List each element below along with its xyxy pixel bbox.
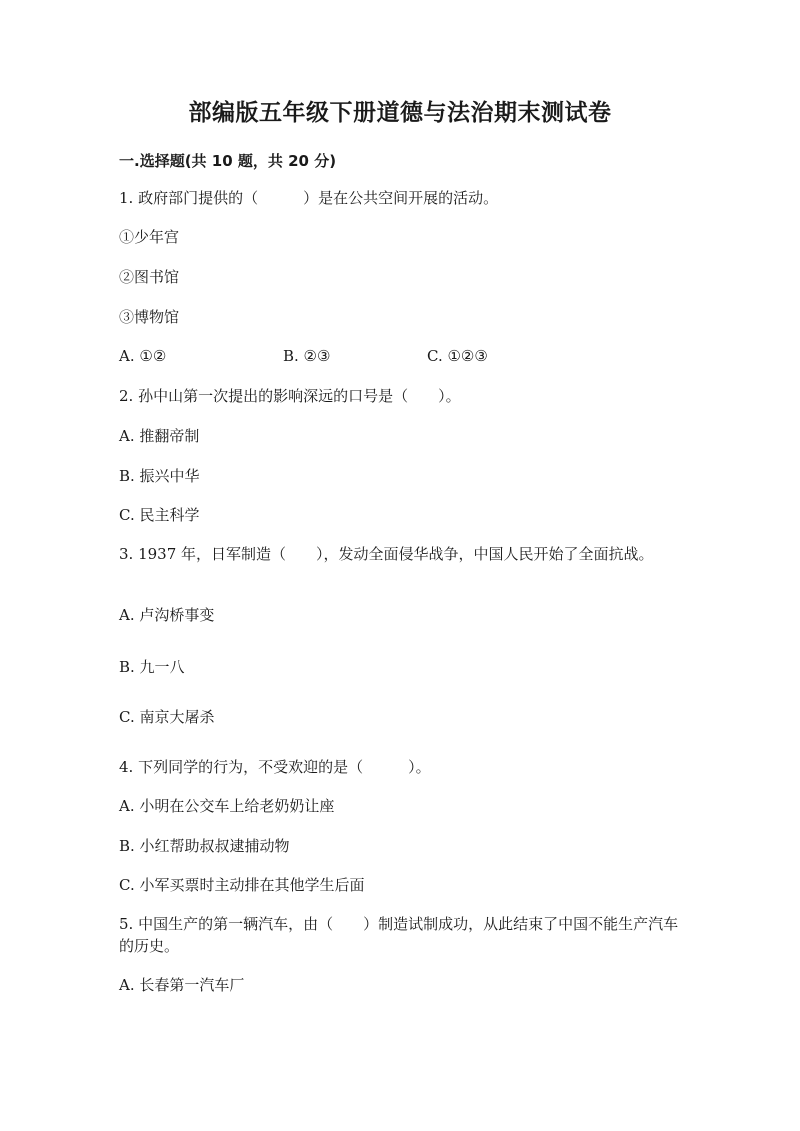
question-1-item-2: ②图书馆 <box>119 268 180 286</box>
question-1-item-1: ①少年宫 <box>119 228 180 246</box>
question-4-option-a[interactable]: A. 小明在公交车上给老奶奶让座 <box>119 797 335 815</box>
question-1-option-b[interactable]: B. ②③ <box>283 347 331 365</box>
question-5-option-a[interactable]: A. 长春第一汽车厂 <box>119 976 245 994</box>
page-title: 部编版五年级下册道德与法治期末测试卷 <box>188 100 612 126</box>
question-1-stem: 1. 政府部门提供的（ ）是在公共空间开展的活动。 <box>119 189 499 207</box>
question-1-options <box>119 345 679 367</box>
question-1-item-3: ③博物馆 <box>119 308 180 326</box>
question-1-option-a[interactable]: A. ①② <box>119 347 167 365</box>
question-2-option-b[interactable]: B. 振兴中华 <box>119 467 200 485</box>
question-3-option-a[interactable]: A. 卢沟桥事变 <box>119 606 215 624</box>
section-heading: 一.选择题(共 10 题，共 20 分) <box>119 152 337 170</box>
question-3-stem: 3. 1937 年，日军制造（ ），发动全面侵华战争，中国人民开始了全面抗战。 <box>119 545 654 563</box>
question-4-option-b[interactable]: B. 小红帮助叔叔逮捕动物 <box>119 837 290 855</box>
question-2-option-c[interactable]: C. 民主科学 <box>119 506 200 524</box>
question-4-option-c[interactable]: C. 小军买票时主动排在其他学生后面 <box>119 876 365 894</box>
question-2-option-a[interactable]: A. 推翻帝制 <box>119 427 200 445</box>
question-3-option-b[interactable]: B. 九一八 <box>119 658 185 676</box>
question-1-option-c[interactable]: C. ①②③ <box>427 347 488 365</box>
question-4-stem: 4. 下列同学的行为，不受欢迎的是（ ）。 <box>119 758 431 776</box>
question-5-stem: 5. 中国生产的第一辆汽车，由（ ）制造试制成功，从此结束了中国不能生产汽车的历史。 <box>119 915 679 955</box>
question-2-stem: 2. 孙中山第一次提出的影响深远的口号是（ ）。 <box>119 387 461 405</box>
question-3-option-c[interactable]: C. 南京大屠杀 <box>119 708 215 726</box>
